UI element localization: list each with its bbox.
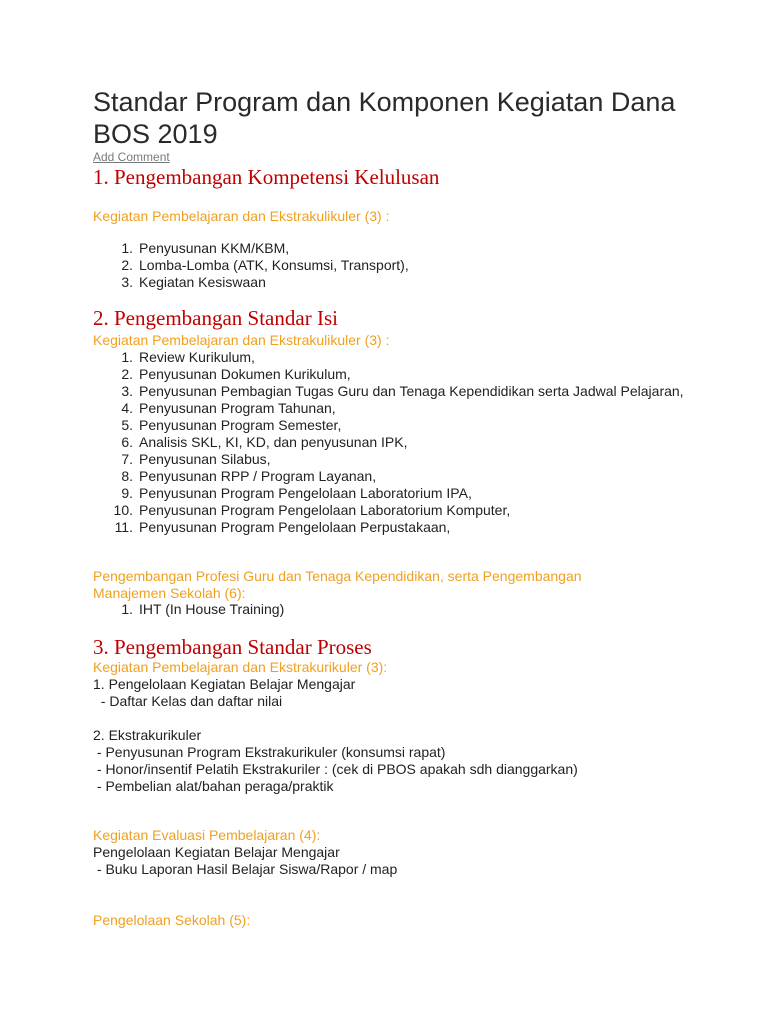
list-item-text: Penyusunan Dokumen Kurikulum, — [139, 366, 351, 382]
list-item-number: 7. — [121, 451, 133, 467]
section-2-list-2 — [93, 601, 693, 618]
list-item — [93, 366, 693, 383]
list-item-text: Kegiatan Kesiswaan — [139, 274, 266, 290]
list-item — [93, 451, 693, 468]
list-item-text: Penyusunan Program Pengelolaan Perpustakaan, — [139, 519, 451, 535]
list-item — [93, 257, 693, 274]
section-3-subheading-3: Pengelolaan Sekolah (5): — [93, 912, 251, 928]
section-2-subheading: Kegiatan Pembelajaran dan Ekstrakulikuler (3) : — [93, 332, 390, 348]
list-item — [93, 274, 693, 291]
section-3-text-b: 2. Ekstrakurikuler - Penyusunan Program Ekstrakurikuler (konsumsi rapat) - Honor/insentif Pelatih Ekstrakuriler : (cek di PBOS apakah sdh dianggarkan) - Pembelian alat/bahan peraga/praktik — [93, 727, 578, 794]
section-3-subheading-2: Kegiatan Evaluasi Pembelajaran (4): — [93, 827, 321, 843]
list-item-text: Penyusunan Program Semester, — [139, 417, 342, 433]
list-item-number: 3. — [121, 383, 133, 399]
list-item — [93, 468, 693, 485]
section-2-subheading-2: Pengembangan Profesi Guru dan Tenaga Kependidikan, serta Pengembangan Manajemen Sekolah (6): — [93, 568, 582, 601]
list-item-text: Penyusunan KKM/KBM, — [139, 240, 290, 256]
add-comment-link[interactable]: Add Comment — [93, 150, 170, 164]
section-2-list — [93, 349, 693, 536]
list-item-number: 5. — [121, 417, 133, 433]
section-3-subheading: Kegiatan Pembelajaran dan Ekstrakurikuler (3): — [93, 659, 388, 675]
section-2-heading: 2. Pengembangan Standar Isi — [93, 306, 338, 330]
list-item — [93, 400, 693, 417]
list-item-text: Penyusunan Program Tahunan, — [139, 400, 336, 416]
list-item — [93, 417, 693, 434]
page-title: Standar Program dan Komponen Kegiatan Dana BOS 2019 — [93, 87, 676, 149]
list-item-text: IHT (In House Training) — [139, 601, 285, 617]
list-item-text: Penyusunan Pembagian Tugas Guru dan Tenaga Kependidikan serta Jadwal Pelajaran, — [139, 383, 684, 399]
section-1-subheading: Kegiatan Pembelajaran dan Ekstrakulikuler (3) : — [93, 208, 390, 224]
list-item-number: 1. — [121, 240, 133, 256]
list-item-text: Review Kurikulum, — [139, 349, 255, 365]
list-item-number: 2. — [121, 257, 133, 273]
section-3-text-c: Pengelolaan Kegiatan Belajar Mengajar - Buku Laporan Hasil Belajar Siswa/Rapor / map — [93, 844, 398, 877]
list-item-number: 2. — [121, 366, 133, 382]
list-item-number: 8. — [121, 468, 133, 484]
list-item — [93, 519, 693, 536]
list-item-number: 10. — [113, 502, 133, 518]
list-item — [93, 502, 693, 519]
list-item-text: Penyusunan Program Pengelolaan Laboratorium Komputer, — [139, 502, 511, 518]
list-item-number: 11. — [114, 519, 133, 535]
list-item-number: 1. — [121, 349, 133, 365]
list-item-number: 4. — [121, 400, 133, 416]
list-item — [93, 383, 693, 400]
list-item — [93, 240, 693, 257]
list-item — [93, 434, 693, 451]
list-item — [93, 601, 693, 618]
list-item-text: Lomba-Lomba (ATK, Konsumsi, Transport), — [139, 257, 409, 273]
section-1-heading: 1. Pengembangan Kompetensi Kelulusan — [93, 165, 440, 189]
list-item — [93, 349, 693, 366]
section-3-text-a: 1. Pengelolaan Kegiatan Belajar Mengajar - Daftar Kelas dan daftar nilai — [93, 676, 356, 709]
list-item-text: Penyusunan Silabus, — [139, 451, 271, 467]
list-item-number: 9. — [121, 485, 133, 501]
section-1-list — [93, 240, 693, 291]
list-item-text: Analisis SKL, KI, KD, dan penyusunan IPK, — [139, 434, 408, 450]
list-item-number: 1. — [121, 601, 133, 617]
list-item-number: 6. — [121, 434, 133, 450]
list-item-number: 3. — [121, 274, 133, 290]
list-item-text: Penyusunan Program Pengelolaan Laboratorium IPA, — [139, 485, 472, 501]
section-3-heading: 3. Pengembangan Standar Proses — [93, 635, 372, 659]
list-item-text: Penyusunan RPP / Program Layanan, — [139, 468, 377, 484]
list-item — [93, 485, 693, 502]
